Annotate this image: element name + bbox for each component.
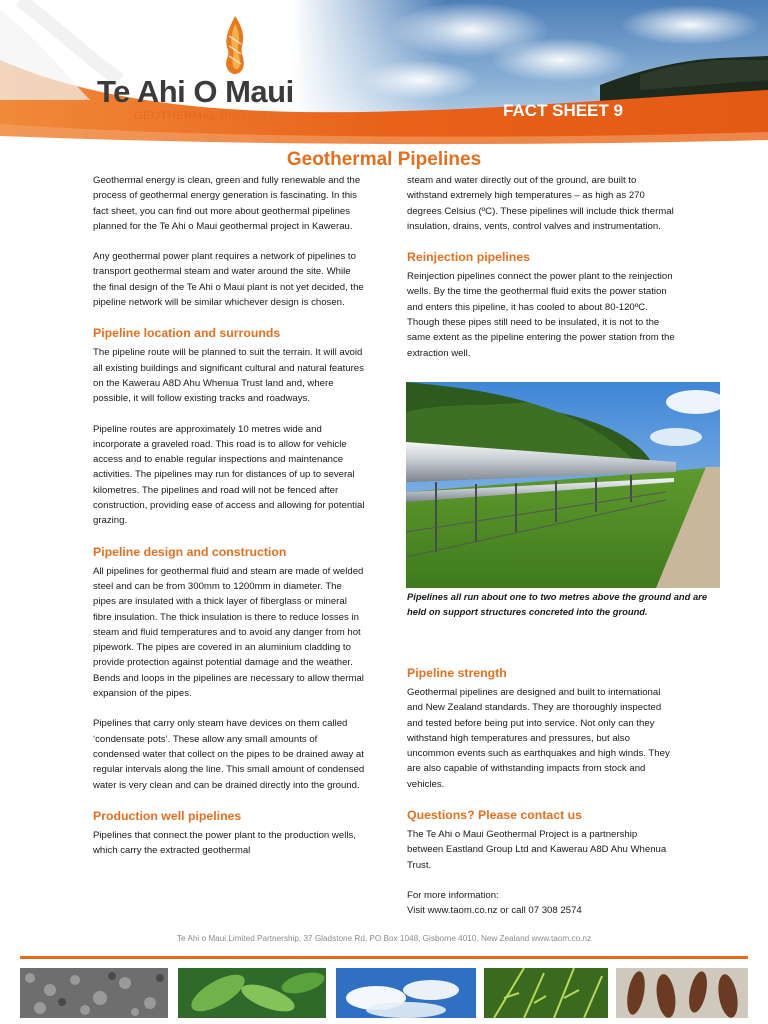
fact-sheet-number: FACT SHEET 9 (503, 101, 623, 120)
more-info-contact: Visit www.taom.co.nz or call 07 308 2574 (407, 905, 582, 917)
reinjection-heading: Reinjection pipelines (407, 250, 530, 265)
footer-leaves-image (178, 968, 326, 1018)
strength-paragraph: Geothermal pipelines are designed and built to international and New Zealand standards. They are thoroughly inspected and tested before being put into service. Not only can they withstand high temperatures and pressures, but also uncommon events such as earthquakes and high winds. They are also capable of withstanding impacts from stock and vehicles. (407, 687, 670, 790)
intro-paragraph-2: Any geothermal power plant requires a network of pipelines to transport geothermal steam and water around the site. While the final design of the Te Ahi o Maui plant is not yet decided, the pipeline network will be similar whichever design is chosen. (93, 251, 364, 309)
footer-address: Te Ahi o Maui Limited Partnership, 37 Gladstone Rd, PO Box 1048, Gisborne 4010, New Zealand www.taom.co.nz (176, 934, 592, 943)
footer-divider (20, 956, 748, 959)
footer-gravel-image (20, 968, 168, 1018)
strength-heading: Pipeline strength (407, 666, 507, 680)
design-paragraph-2: Pipelines that carry only steam have devices on them called ‘condensate pots’. These allow any small amounts of condensed water that collect on the pipes to be drained away at regular intervals along the line. This small amount of condensed water is very clean and can be drained directly into the ground. (93, 718, 365, 791)
footer-sky-image (336, 968, 476, 1018)
production-heading: Production well pipelines (93, 808, 242, 823)
pipeline-photo-image (406, 382, 720, 588)
reinjection-paragraph: Reinjection pipelines connect the power plant to the reinjection wells. By the time the geothermal fluid exits the power station and enters this pipeline, it has cooled to about 80-120ºC. Though these pipes still need to be insulated, it is not to the same extent as the pipeline entering the power station from the extraction well. (407, 271, 675, 359)
footer-fern-image (484, 968, 608, 1018)
header-banner (0, 0, 768, 146)
location-heading: Pipeline location and surrounds (93, 326, 281, 341)
footer-pods-image (616, 968, 748, 1018)
production-paragraph-1: Pipelines that connect the power plant to the production wells, which carry the extracted geothermal (93, 829, 356, 857)
photo-caption: Pipelines all run about one to two metres above the ground and are held on support structures concreted into the ground. (407, 591, 708, 618)
production-paragraph-continued: steam and water directly out of the ground, are built to withstand extremely high temperatures – as high as 270 degrees Celsius (ºC). These pipelines will include thick thermal insulation, drains, vents, control valves and instrumentation. (407, 175, 674, 232)
location-paragraph-2: Pipeline routes are approximately 10 metres wide and incorporate a graveled road. This road is to allow for vehicle access and to enable regular inspections and maintenance activities. The pipelines may run for distances of up to several kilometres. The pipelines and road will not be fenced after construction, providing ease of access and allowing for potential grazing. (93, 423, 365, 527)
page-title: Geothermal Pipelines (286, 149, 482, 170)
questions-heading: Questions? Please contact us (407, 808, 582, 823)
design-heading: Pipeline design and construction (93, 544, 287, 559)
logo-subtitle: GEOTHERMAL PROJECT (134, 110, 276, 122)
location-paragraph-1: The pipeline route will be planned to suit the terrain. It will avoid all existing buildings and significant cultural and natural features on the Kawerau A8D Ahu Whenua Trust land and, where possible, it will follow existing tracks and roadways. (93, 347, 364, 405)
intro-paragraph-1: Geothermal energy is clean, green and fully renewable and the process of geothermal energy generation is fascinating. In this fact sheet, you can find out more about geothermal pipelines planned for the Te Ahi o Maui geothermal project in Kawerau. (93, 175, 361, 232)
right-column (407, 173, 675, 376)
orange-wave-band (0, 0, 768, 146)
flame-logo-icon (220, 16, 250, 78)
more-info-label: For more information: (407, 889, 499, 901)
design-paragraph-1: All pipelines for geothermal fluid and steam are made of welded steel and can be from 300mm to 1200mm in diameter. The pipes are insulated with a thick layer of fiberglass or mineral fibre insulation. The thick insulation is there to reduce losses in steam and fluid temperatures and to avoid any danger from hot pipework. The pipes are covered in an aluminium cladding to provide protection against potential damage and the weather. Bends and loops in the pipelines are necessary to allow thermal expansion of the pipes. (93, 565, 364, 700)
logo-wordmark: Te Ahi O Maui (97, 74, 294, 109)
right-column-lower (407, 665, 675, 919)
left-column (93, 173, 365, 858)
questions-paragraph: The Te Ahi o Maui Geothermal Project is a partnership between Eastland Group Ltd and Kawerau A8D Ahu Whenua Trust. (407, 829, 667, 871)
